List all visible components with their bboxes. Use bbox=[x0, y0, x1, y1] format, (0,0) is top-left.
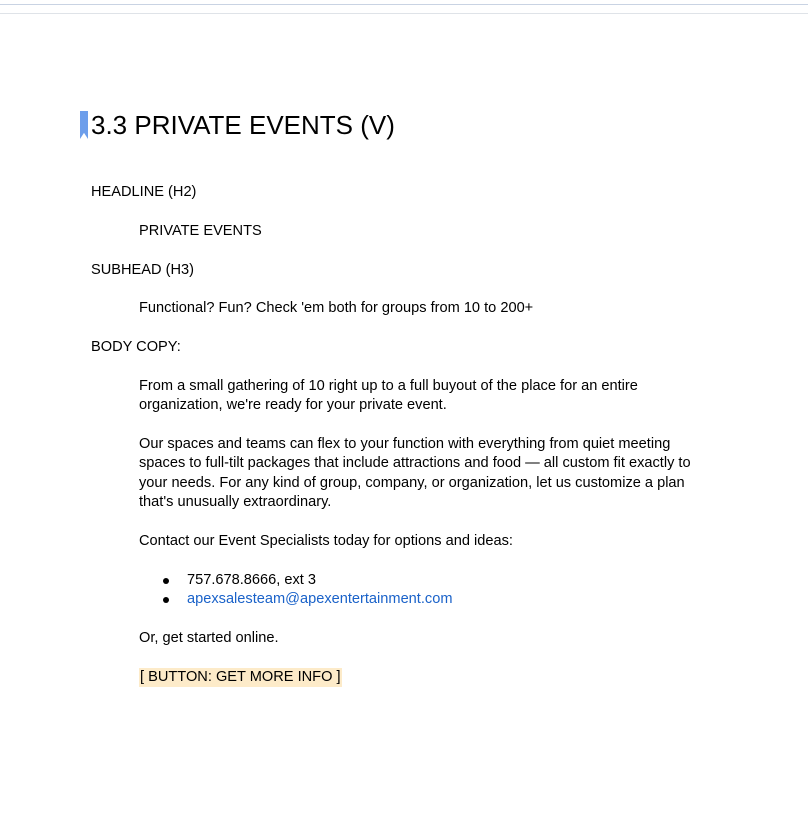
body-paragraph-1-line: From a small gathering of 10 right up to a full buyout of the place for an entire bbox=[139, 378, 638, 394]
headline-value: PRIVATE EVENTS bbox=[139, 223, 262, 239]
contact-email-link[interactable]: apexsalesteam@apexentertainment.com bbox=[187, 591, 453, 607]
body-paragraph-1 bbox=[139, 377, 719, 416]
body-paragraph-2-line: spaces to full-tilt packages that include attractions and food — all custom fit exactly to bbox=[139, 455, 691, 472]
ruler-top-line bbox=[0, 4, 808, 5]
body-paragraph-1-line: organization, we're ready for your private event. bbox=[139, 397, 447, 414]
subhead-value: Functional? Fun? Check 'em both for groups from 10 to 200+ bbox=[139, 300, 534, 316]
headline-label: HEADLINE (H2) bbox=[91, 184, 197, 200]
ruler-bottom-line bbox=[0, 13, 808, 14]
bullet-icon bbox=[163, 578, 169, 584]
page-title: 3.3 PRIVATE EVENTS (V) bbox=[91, 110, 395, 140]
closing-text: Or, get started online. bbox=[139, 630, 279, 646]
subhead-label: SUBHEAD (H3) bbox=[91, 262, 194, 278]
bullet-icon bbox=[163, 597, 169, 603]
bookmark-icon[interactable] bbox=[80, 111, 88, 139]
cta-placeholder: [ BUTTON: GET MORE INFO ] bbox=[139, 668, 342, 687]
contact-phone: 757.678.8666, ext 3 bbox=[187, 572, 317, 588]
body-paragraph-2 bbox=[139, 435, 719, 513]
body-copy-label: BODY COPY: bbox=[91, 339, 181, 355]
body-paragraph-2-line: that's unusually extraordinary. bbox=[139, 494, 332, 511]
body-paragraph-2-line: your needs. For any kind of group, company, or organization, let us customize a plan bbox=[139, 474, 685, 491]
body-paragraph-2-line: Our spaces and teams can flex to your function with everything from quiet meeting bbox=[139, 436, 671, 452]
contact-email-item bbox=[187, 590, 452, 609]
contact-intro: Contact our Event Specialists today for options and ideas: bbox=[139, 533, 513, 549]
